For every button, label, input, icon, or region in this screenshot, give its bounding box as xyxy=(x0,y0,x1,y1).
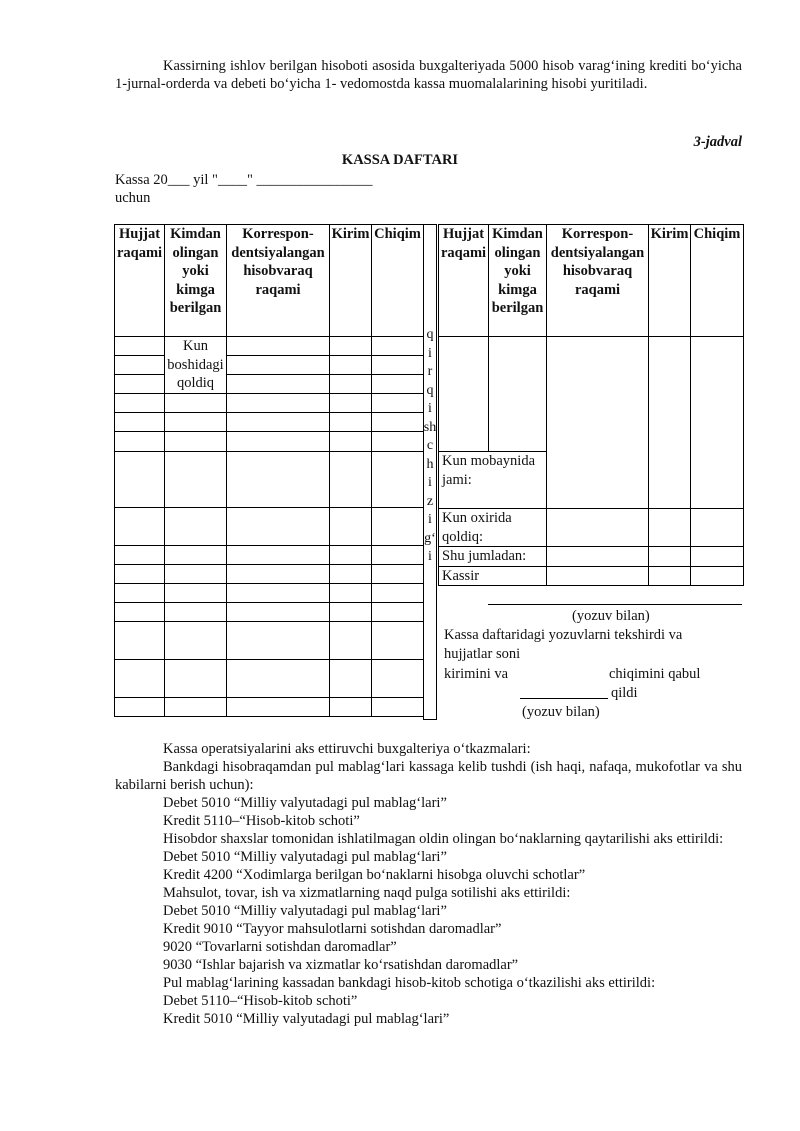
body-paragraph: Kredit 5010 “Milliy valyutadagi pul mablag‘lari” xyxy=(163,1011,450,1027)
header-document-number: Hujjat raqami xyxy=(115,225,165,337)
header-income: Kirim xyxy=(330,225,372,337)
body-paragraph: Debet 5110–“Hisob-kitob schoti” xyxy=(163,993,358,1009)
table-cell xyxy=(227,622,330,660)
check-text-line-4: qildi xyxy=(611,685,638,701)
table-cell xyxy=(227,413,330,432)
table-cell xyxy=(115,546,165,565)
opening-balance-cell: Kun boshidagi qoldiq xyxy=(165,337,227,394)
table-cell xyxy=(330,546,372,565)
table-cell xyxy=(372,375,424,394)
table-cell xyxy=(227,356,330,375)
table-cell xyxy=(115,432,165,452)
kassa-date-line-2: uchun xyxy=(115,190,151,206)
table-cell xyxy=(115,565,165,584)
table-cell xyxy=(547,509,649,547)
table-cell xyxy=(330,375,372,394)
table-cell xyxy=(649,566,691,586)
table-cell xyxy=(372,584,424,603)
signature-line xyxy=(488,604,742,605)
table-cell xyxy=(330,508,372,546)
table-cell xyxy=(330,356,372,375)
table-cell xyxy=(330,337,372,356)
table-cell xyxy=(649,509,691,547)
table-cell xyxy=(372,394,424,413)
table-cell xyxy=(330,660,372,698)
body-paragraph: Kredit 4200 “Xodimlarga berilgan bo‘naklarni hisobga oluvchi schotlar” xyxy=(163,867,586,883)
table-cell xyxy=(372,565,424,584)
body-paragraph: Pul mablag‘larining kassadan bankdagi hisob-kitob schotiga o‘tkazilishi aks ettirildi: xyxy=(163,975,656,991)
body-paragraph: 9020 “Tovarlarni sotishdan daromadlar” xyxy=(163,939,397,955)
table-cell xyxy=(372,432,424,452)
left-ledger-table xyxy=(114,224,424,717)
table-cell xyxy=(227,698,330,717)
table-cell xyxy=(372,452,424,508)
table-cell xyxy=(227,432,330,452)
kassa-date-line: Kassa 20___ yil "____" ________________ xyxy=(115,172,373,188)
table-cell xyxy=(227,584,330,603)
table-cell xyxy=(165,584,227,603)
right-ledger-table xyxy=(438,224,744,586)
body-paragraph: Debet 5010 “Milliy valyutadagi pul mablag‘lari” xyxy=(163,849,447,865)
body-text xyxy=(115,740,742,1028)
table-cell xyxy=(165,603,227,622)
table-cell xyxy=(330,584,372,603)
check-text-line-1: Kassa daftaridagi yozuvlarni tekshirdi va xyxy=(444,627,683,643)
table-cell xyxy=(330,452,372,508)
table-cell xyxy=(115,413,165,432)
table-cell xyxy=(227,660,330,698)
table-cell xyxy=(115,394,165,413)
table-cell xyxy=(649,547,691,567)
table-cell xyxy=(165,432,227,452)
table-cell xyxy=(115,603,165,622)
header-counterparty: Kimdan olingan yoki kimga berilgan xyxy=(489,225,547,337)
day-total-label: Kun mobaynida jami: xyxy=(439,452,547,509)
table-cell xyxy=(439,337,489,452)
table-cell xyxy=(489,337,547,452)
end-balance-label: Kun oxirida qoldiq: xyxy=(439,509,547,547)
document-title: KASSA DAFTARI xyxy=(341,152,459,168)
table-cell xyxy=(330,394,372,413)
table-cell xyxy=(227,565,330,584)
table-cell xyxy=(691,547,744,567)
table-cell xyxy=(372,413,424,432)
table-cell xyxy=(165,546,227,565)
table-cell xyxy=(330,565,372,584)
table-cell xyxy=(115,452,165,508)
table-cell xyxy=(165,698,227,717)
table-cell xyxy=(227,394,330,413)
table-cell xyxy=(115,622,165,660)
body-paragraph: Debet 5010 “Milliy valyutadagi pul mablag‘lari” xyxy=(163,795,447,811)
table-cell xyxy=(372,337,424,356)
header-expense: Chiqim xyxy=(691,225,744,337)
table-cell xyxy=(227,375,330,394)
table-cell xyxy=(165,394,227,413)
table-cell xyxy=(115,356,165,375)
header-document-number: Hujjat raqami xyxy=(439,225,489,337)
table-cell xyxy=(115,375,165,394)
body-paragraph: Kassa operatsiyalarini aks ettiruvchi buxgalteriya o‘tkazmalari: xyxy=(163,741,531,757)
table-cell xyxy=(115,508,165,546)
header-correspondent-account: Korrespon-dentsiyalangan hisobvaraq raqami xyxy=(227,225,330,337)
table-cell xyxy=(165,508,227,546)
table-cell xyxy=(547,547,649,567)
table-cell xyxy=(330,432,372,452)
table-cell xyxy=(115,698,165,717)
count-blank-line xyxy=(520,684,608,699)
table-cell xyxy=(227,508,330,546)
table-cell xyxy=(227,603,330,622)
table-cell xyxy=(691,337,744,509)
table-cell xyxy=(547,566,649,586)
table-cell xyxy=(372,660,424,698)
table-cell xyxy=(330,603,372,622)
table-cell xyxy=(227,452,330,508)
including-label: Shu jumladan: xyxy=(439,547,547,567)
check-text-line-3b: chiqimini qabul xyxy=(609,666,701,682)
body-paragraph: Hisobdor shaxslar tomonidan ishlatilmagan oldin olingan bo‘naklarning qaytarilishi aks ettirildi: xyxy=(163,831,724,847)
body-paragraph: Mahsulot, tovar, ish va xizmatlarning naqd pulga sotilishi aks ettirildi: xyxy=(163,885,571,901)
table-cell xyxy=(330,413,372,432)
table-cell xyxy=(372,622,424,660)
cut-line-vertical-text: q i r q i sh c h i z i g‘ i xyxy=(423,327,437,564)
table-cell xyxy=(165,413,227,432)
table-cell xyxy=(165,565,227,584)
header-correspondent-account: Korrespon-dentsiyalangan hisobvaraq raqami xyxy=(547,225,649,337)
table-cell xyxy=(115,660,165,698)
table-label: 3-jadval xyxy=(693,134,742,150)
table-cell xyxy=(227,337,330,356)
table-cell xyxy=(691,509,744,547)
table-cell xyxy=(115,584,165,603)
body-paragraph: Kredit 5110–“Hisob-kitob schoti” xyxy=(163,813,360,829)
header-counterparty: Kimdan olingan yoki kimga berilgan xyxy=(165,225,227,337)
table-cell xyxy=(547,337,649,509)
table-cell xyxy=(227,546,330,565)
signature-note-2: (yozuv bilan) xyxy=(522,704,600,720)
body-paragraph: Debet 5010 “Milliy valyutadagi pul mablag‘lari” xyxy=(163,903,447,919)
header-expense: Chiqim xyxy=(372,225,424,337)
check-text-line-2: hujjatlar soni xyxy=(444,646,521,662)
header-income: Kirim xyxy=(649,225,691,337)
cashier-label: Kassir xyxy=(439,566,547,586)
table-cell xyxy=(649,337,691,509)
table-cell xyxy=(372,508,424,546)
table-cell xyxy=(372,698,424,717)
table-cell xyxy=(372,603,424,622)
table-cell xyxy=(372,546,424,565)
body-paragraph: 9030 “Ishlar bajarish va xizmatlar ko‘rsatishdan daromadlar” xyxy=(163,957,519,973)
table-cell xyxy=(330,698,372,717)
table-cell xyxy=(330,622,372,660)
intro-paragraph: Kassirning ishlov berilgan hisoboti asosida buxgalteriyada 5000 hisob varag‘ining krediti bo‘yicha 1-jurnal-orderda va debeti bo‘yicha 1- vedomostda kassa muomalalarining hisobi yuritiladi. xyxy=(115,58,742,92)
body-paragraph: Bankdagi hisobraqamdan pul mablag‘lari kassaga kelib tushdi (ish haqi, nafaqa, mukofotlar va shu kabilarni berish uchun): xyxy=(115,759,742,793)
table-cell xyxy=(165,622,227,660)
table-cell xyxy=(165,660,227,698)
table-cell xyxy=(165,452,227,508)
body-paragraph: Kredit 9010 “Tayyor mahsulotlarni sotishdan daromadlar” xyxy=(163,921,502,937)
table-cell xyxy=(691,566,744,586)
signature-note: (yozuv bilan) xyxy=(572,608,650,624)
table-cell xyxy=(115,337,165,356)
check-text-line-3a: kirimini va xyxy=(444,666,509,682)
table-cell xyxy=(372,356,424,375)
